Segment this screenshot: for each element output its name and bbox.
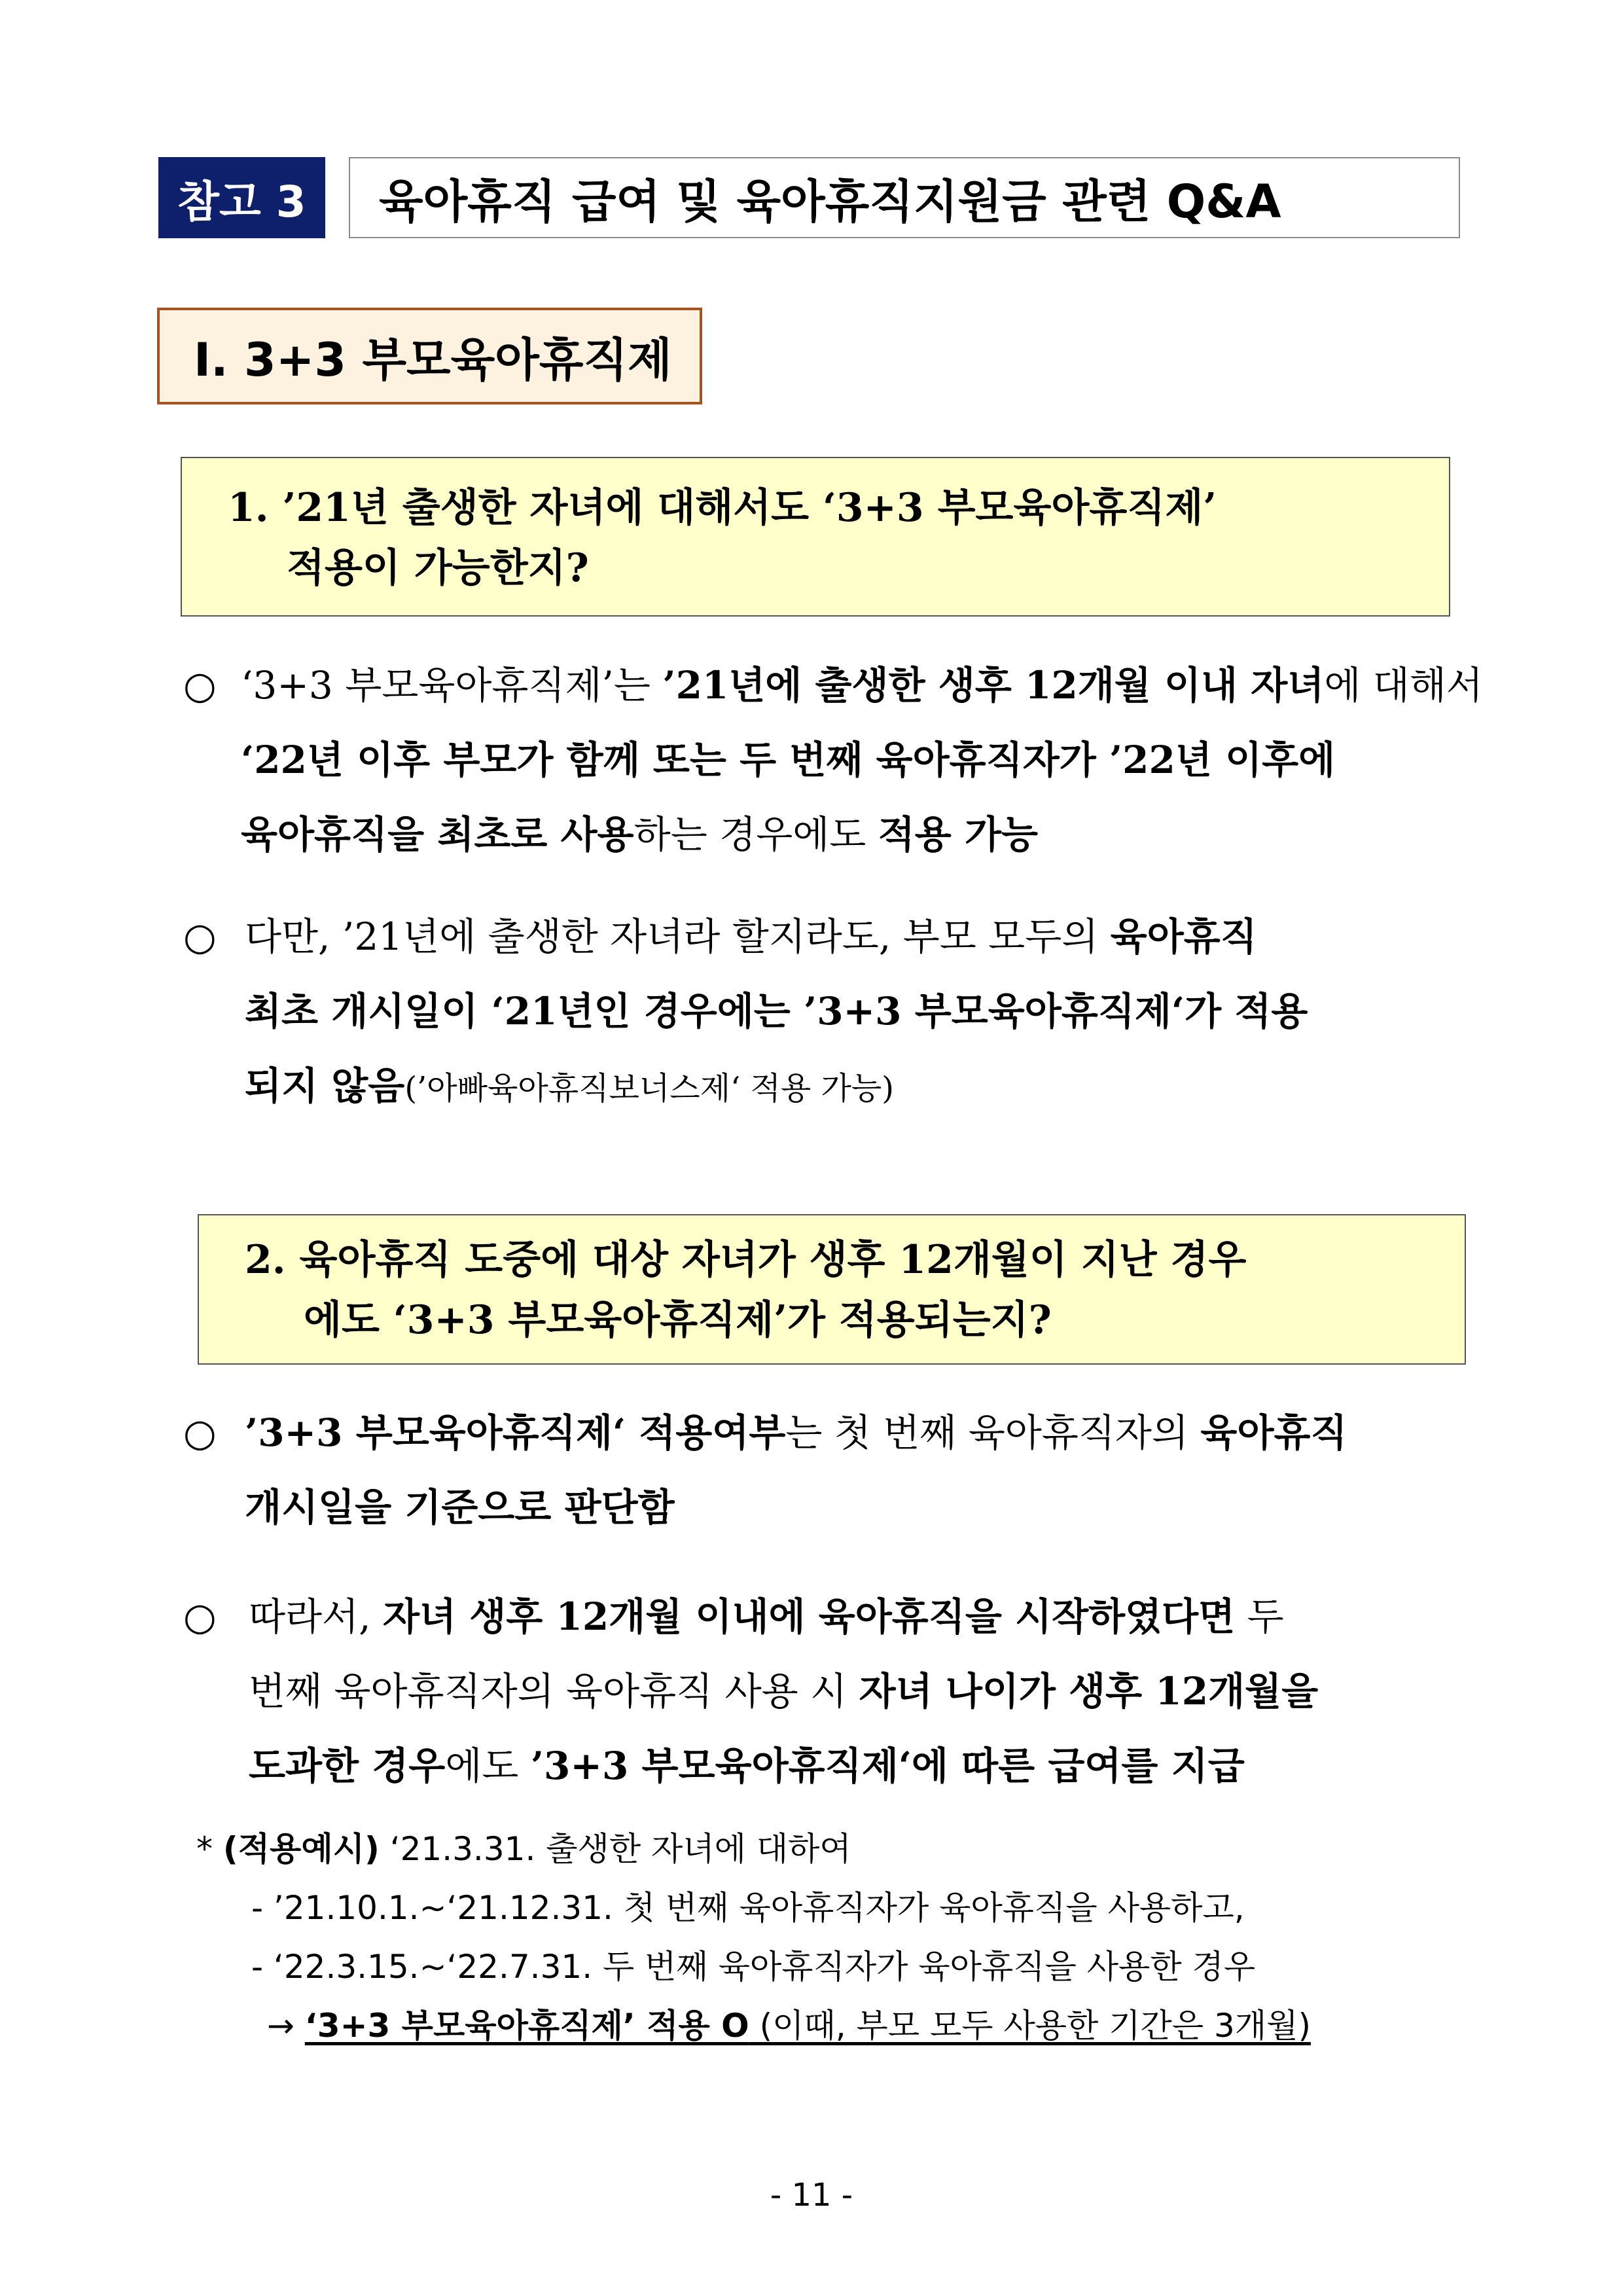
question-box-2 <box>198 1214 1466 1365</box>
answer-emphasis: 육아휴직 <box>1200 1410 1347 1455</box>
answer-emphasis: ’3+3 부모육아휴직제‘에 따른 급여를 지급 <box>530 1744 1245 1788</box>
bullet-mark: ○ <box>183 1594 217 1639</box>
answer-emphasis: 육아휴직 <box>1110 914 1257 959</box>
answer-text: 에 대해서 <box>1324 663 1483 708</box>
answer-1-bullet-2 <box>183 899 1471 1126</box>
section-heading-text: Ⅰ. 3+3 부모육아휴직제 <box>194 332 672 387</box>
answer-text: 에도 <box>445 1744 531 1788</box>
answer-text: 두 <box>1235 1594 1284 1639</box>
answer-text: 따라서, <box>249 1594 383 1639</box>
answer-1-bullet-1 <box>183 648 1483 872</box>
example-prefix: * <box>196 1830 223 1868</box>
answer-emphasis: 되지 않음 <box>245 1064 405 1108</box>
bullet-mark: ○ <box>183 663 217 708</box>
answer-emphasis: ’21년에 출생한 생후 12개월 이내 자녀 <box>662 663 1325 708</box>
answer-note: (’아빠육아휴직보너스제‘ 적용 가능) <box>404 1070 894 1107</box>
answer-text: 하는 경우에도 <box>633 812 878 857</box>
example-conclusion-emphasis: ‘3+3 부모육아휴직제’ 적용 O <box>304 2007 749 2045</box>
example-label: (적용예시) <box>223 1830 380 1868</box>
question-box-1 <box>181 457 1450 617</box>
answer-2-bullet-1 <box>183 1395 1471 1545</box>
example-line-1: ‘21.3.31. 출생한 자녀에 대하여 <box>379 1830 851 1868</box>
answer-emphasis: 육아휴직을 최초로 사용 <box>241 812 634 857</box>
answer-text: 번째 육아휴직자의 육아휴직 사용 시 <box>249 1669 859 1713</box>
answer-emphasis: 개시일을 기준으로 판단함 <box>245 1485 675 1530</box>
question-2-line-1: 2. 육아휴직 도중에 대상 자녀가 생후 12개월이 지난 경우 <box>245 1237 1247 1283</box>
answer-text: ‘3+3 부모육아휴직제’는 <box>241 663 663 708</box>
answer-emphasis: 자녀 생후 12개월 이내에 육아휴직을 시작하였다면 <box>382 1594 1236 1639</box>
question-2-line-2: 에도 ‘3+3 부모육아휴직제’가 적용되는지? <box>304 1297 1052 1343</box>
answer-emphasis: 자녀 나이가 생후 12개월을 <box>859 1669 1319 1713</box>
question-1-line-2: 적용이 가능한지? <box>287 545 589 591</box>
document-title <box>349 157 1460 238</box>
example-heading <box>196 1820 851 1878</box>
example-line-3: - ‘22.3.15.~‘22.7.31. 두 번째 육아휴직자가 육아휴직을 사용한 경우 <box>251 1948 1256 1986</box>
example-conclusion <box>267 1996 1311 2055</box>
question-1-line-1: 1. ’21년 출생한 자녀에 대해서도 ‘3+3 부모육아휴직제’ <box>228 485 1217 531</box>
answer-2-bullet-2 <box>183 1579 1471 1803</box>
reference-badge: 참고 3 <box>158 157 325 238</box>
answer-text: 다만, ’21년에 출생한 자녀라 할지라도, 부모 모두의 <box>245 914 1111 959</box>
answer-emphasis: 도과한 경우 <box>249 1744 446 1788</box>
document-title-text: 육아휴직 급여 및 육아휴직지원금 관련 Q&A <box>379 174 1281 228</box>
arrow-icon: → <box>267 2007 305 2045</box>
answer-emphasis: ‘22년 이후 부모가 함께 또는 두 번째 육아휴직자가 ’22년 이후에 <box>241 738 1336 782</box>
answer-emphasis: 적용 가능 <box>878 812 1039 857</box>
bullet-mark: ○ <box>183 1410 217 1455</box>
example-line-2: - ’21.10.1.~‘21.12.31. 첫 번째 육아휴직자가 육아휴직을 사용하고, <box>251 1889 1245 1927</box>
answer-emphasis: ’3+3 부모육아휴직제‘ 적용여부 <box>245 1410 786 1455</box>
answer-text: 는 첫 번째 육아휴직자의 <box>785 1410 1201 1455</box>
answer-emphasis: 최초 개시일이 ‘21년인 경우에는 ’3+3 부모육아휴직제‘가 적용 <box>245 989 1308 1033</box>
section-heading <box>157 308 702 404</box>
bullet-mark: ○ <box>183 914 217 959</box>
example-conclusion-note: (이때, 부모 모두 사용한 기간은 3개월) <box>749 2007 1311 2045</box>
page-number: - 11 - <box>770 2177 853 2214</box>
